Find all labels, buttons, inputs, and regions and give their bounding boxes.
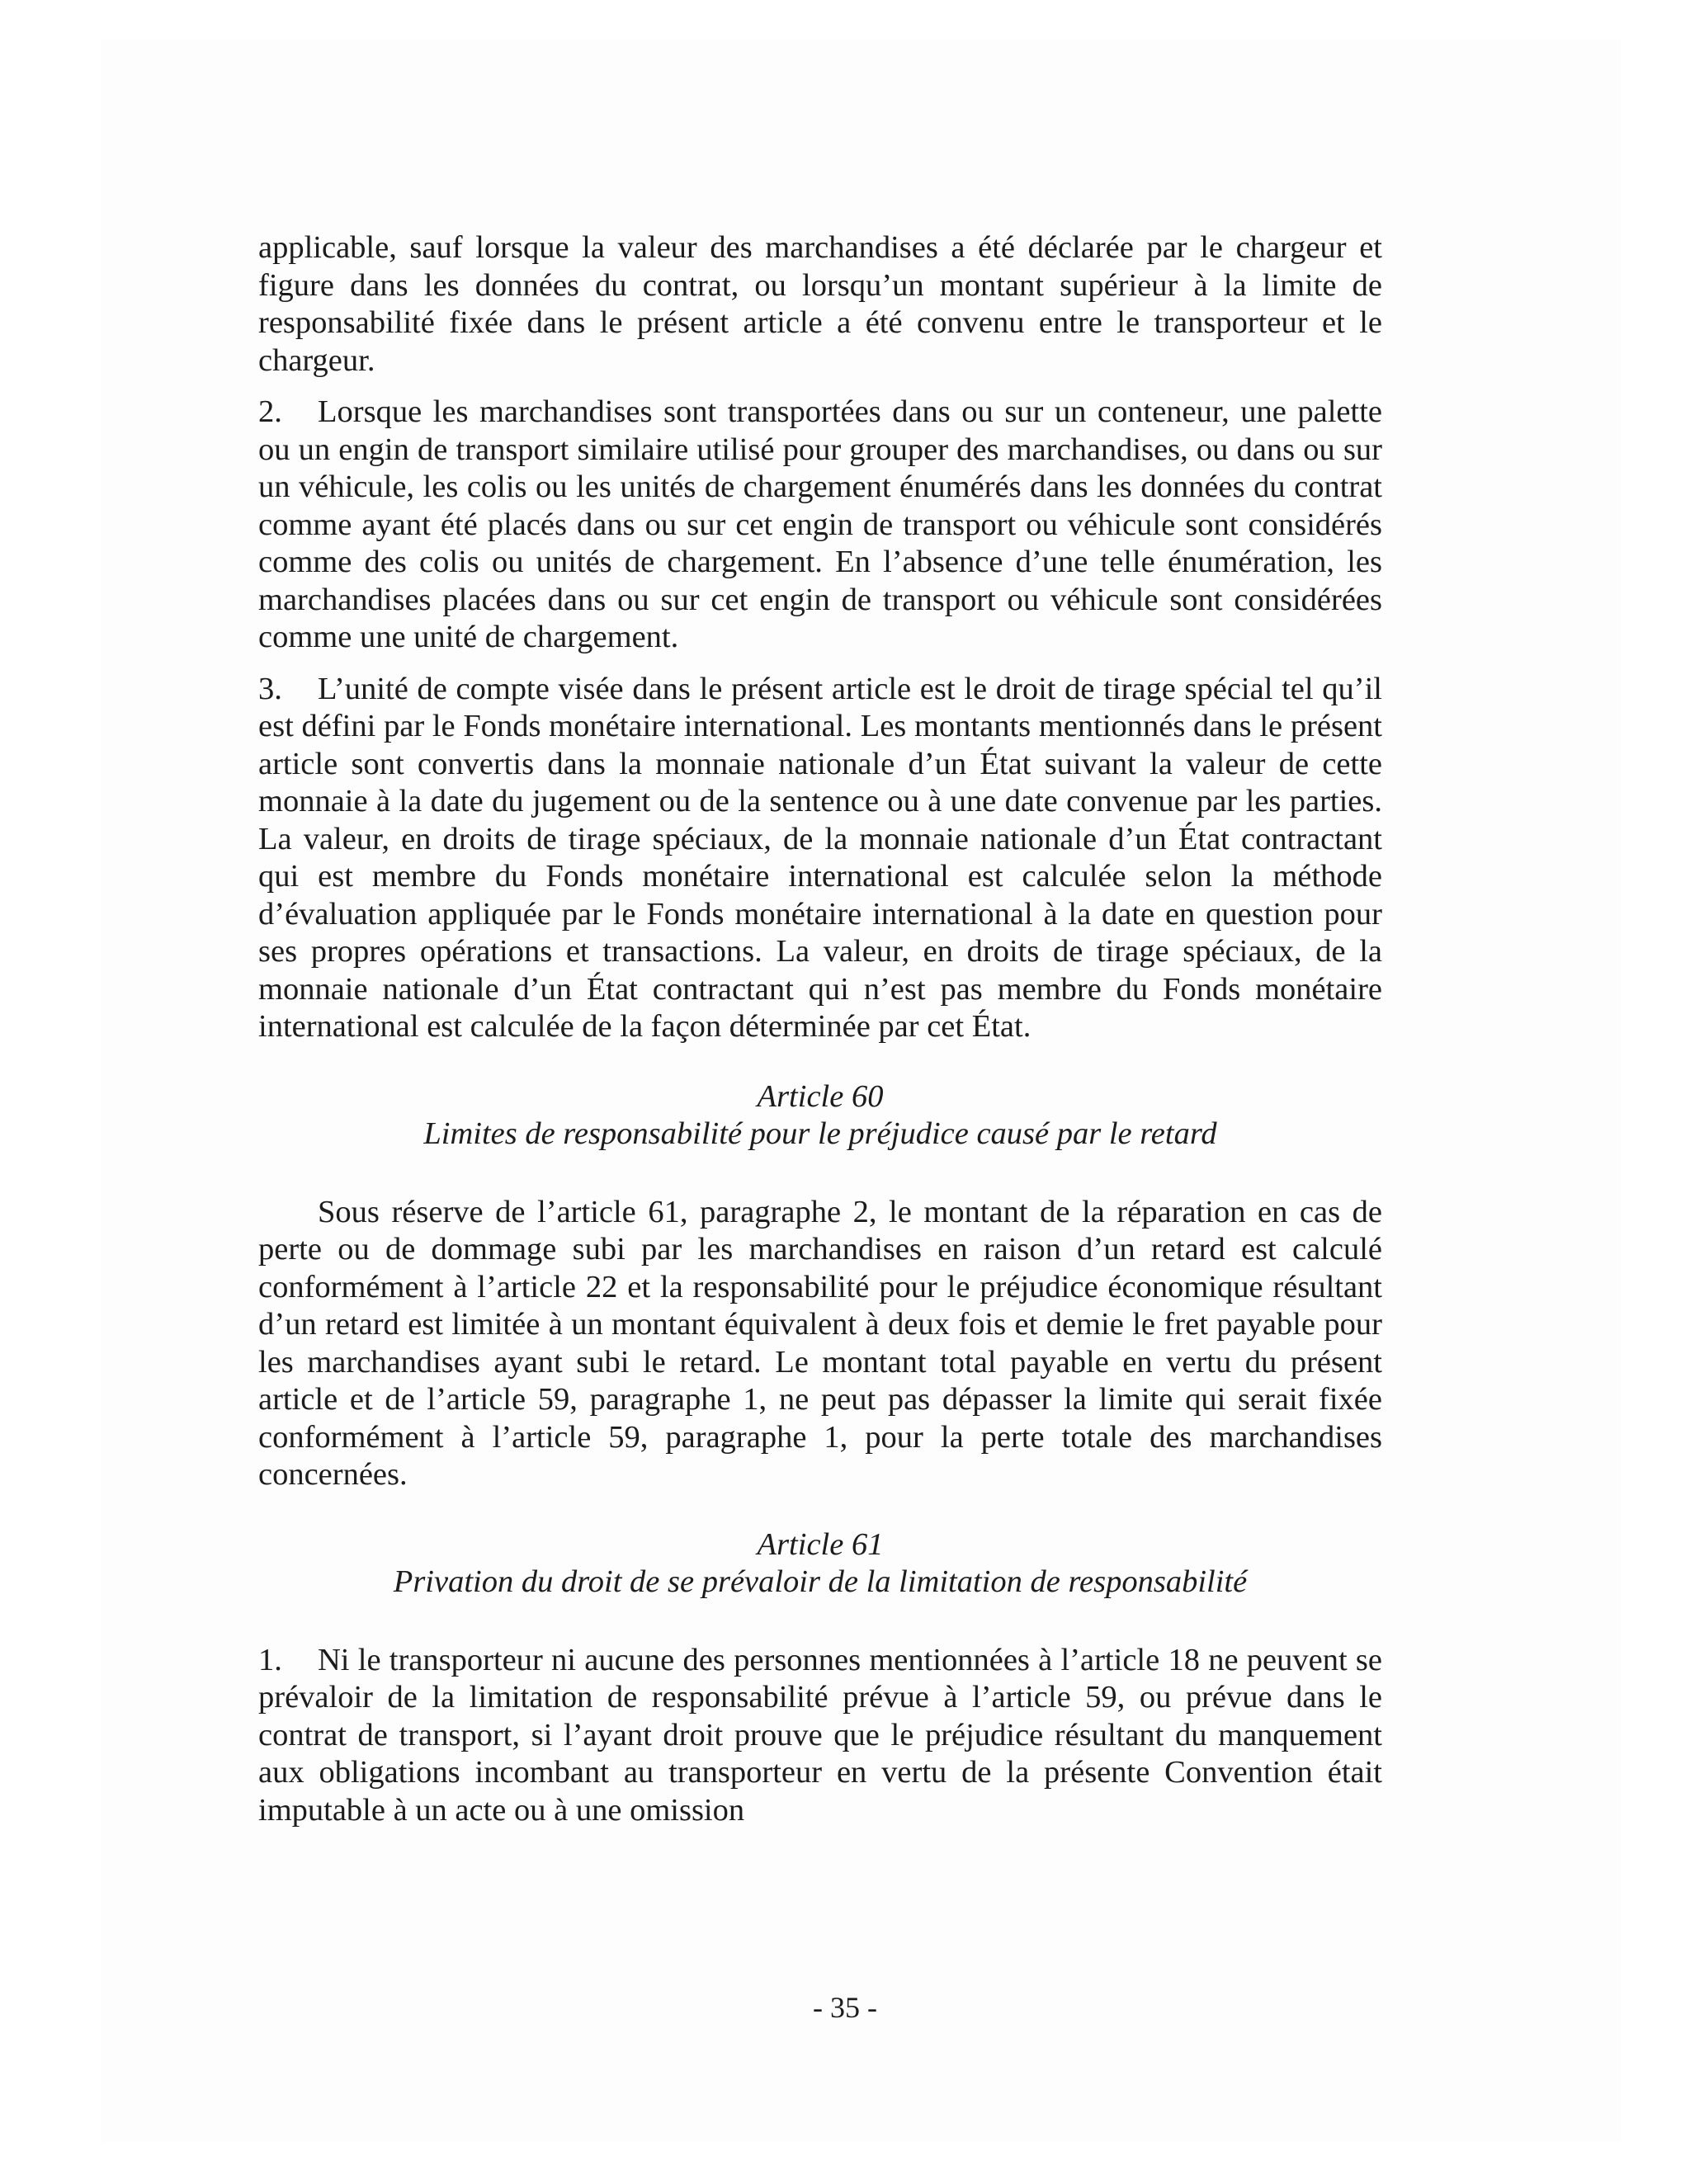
page-number: - 35 - <box>813 1991 877 2024</box>
paragraph-3 <box>258 671 1382 1046</box>
paragraph-number: 3. <box>258 671 282 706</box>
article-61-title: Privation du droit de se prévaloir de la limitation de responsabilité <box>393 1564 1248 1599</box>
paragraph-number: 2. <box>258 394 282 429</box>
paragraph-text: Lorsque les marchandises sont transportées dans ou sur un conteneur, une palette ou un engin de transport similaire utilisé pour grouper des marchandises, ou dans ou sur un véhicule, les colis ou les unités de chargement énumérés dans les données du contrat comme ayant été placés dans ou sur cet engin de transport ou véhicule sont considérés comme des colis ou unités de chargement. En l’absence d’une telle énumération, les marchandises placées dans ou sur cet engin de transport ou véhicule sont considérées comme une unité de chargement. <box>258 394 1382 654</box>
article-60-title: Limites de responsabilité pour le préjudice causé par le retard <box>423 1116 1217 1151</box>
paragraph-continuation <box>258 229 1382 380</box>
paragraph-text: L’unité de compte visée dans le présent article est le droit de tirage spécial tel qu’il est défini par le Fonds monétaire international. Les montants mentionnés dans le présent article sont convertis dans la monnaie nationale d’un État suivant la valeur de cette monnaie à la date du jugement ou de la sentence ou à une date convenue par les parties. La valeur, en droits de tirage spéciaux, de la monnaie nationale d’un État contractant qui est membre du Fonds monétaire international est calculée selon la méthode d’évaluation appliquée par le Fonds monétaire international à la date en question pour ses propres opérations et transactions. La valeur, en droits de tirage spéciaux, de la monnaie nationale d’un État contractant qui n’est pas membre du Fonds monétaire international est calculée de la façon déterminée par cet État. <box>258 671 1382 1044</box>
paragraph-2 <box>258 394 1382 657</box>
document-body <box>258 229 1382 1843</box>
article-61-heading <box>258 1526 1382 1601</box>
paragraph-text: Ni le transporteur ni aucune des personnes mentionnées à l’article 18 ne peuvent se prévaloir de la limitation de responsabilité prévue à l’article 59, ou prévue dans le contrat de transport, si l’ayant droit prouve que le préjudice résultant du manquement aux obligations incombant au transporteur en vertu de la présente Convention était imputable à un acte ou à une omission <box>258 1642 1382 1828</box>
article-60-heading <box>258 1078 1382 1153</box>
article-60-number: Article 60 <box>757 1078 884 1114</box>
article-60-paragraph: Sous réserve de l’article 61, paragraphe 2, le montant de la réparation en cas de perte ou de dommage subi par les marchandises en raison d’un retard est calculé conformément à l’article 22 et la responsabilité pour le préjudice économique résultant d’un retard est limitée à un montant équivalent à deux fois et demie le fret payable pour les marchandises ayant subi le retard. Le montant total payable en vertu du présent article et de l’article 59, paragraphe 1, ne peut pas dépasser la limite qui serait fixée conformément à l’article 59, paragraphe 1, pour la perte totale des marchandises concernées. <box>258 1194 1382 1492</box>
paragraph-text: applicable, sauf lorsque la valeur des marchandises a été déclarée par le chargeur et figure dans les données du contrat, ou lorsqu’un montant supérieur à la limite de responsabilité fixée dans le présent article a été convenu entre le transporteur et le chargeur. <box>258 230 1382 378</box>
paragraph-number: 1. <box>258 1642 282 1677</box>
article-61-number: Article 61 <box>757 1526 884 1562</box>
article-61-paragraph-1 <box>258 1642 1382 1830</box>
